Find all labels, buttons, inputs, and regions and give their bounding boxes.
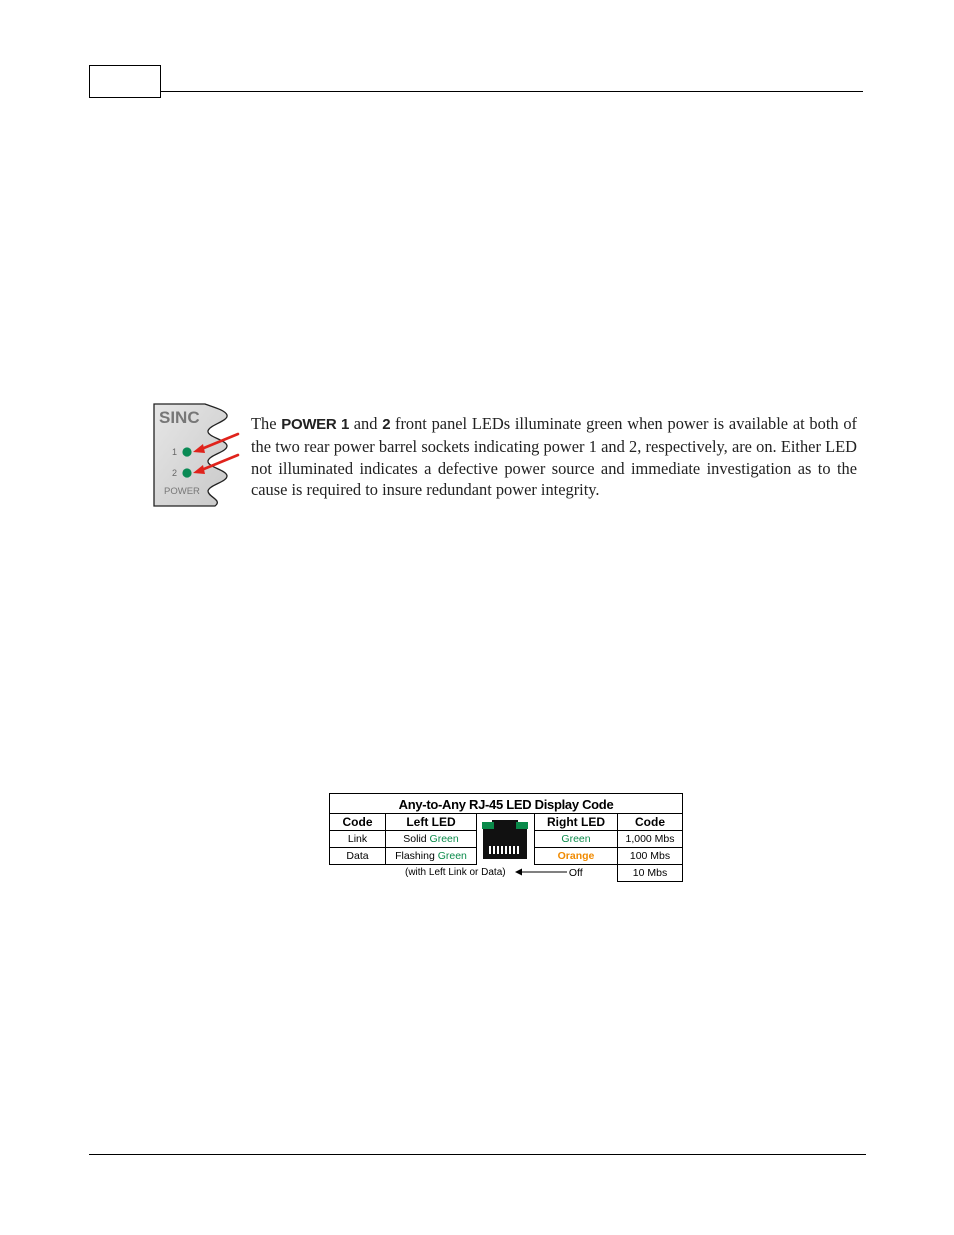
power-2-label: 2	[382, 416, 391, 433]
power-led-1-icon	[182, 447, 191, 456]
arrow-left-icon	[515, 865, 567, 879]
power-led-panel-figure	[153, 403, 243, 507]
panel-caption: POWER	[164, 486, 200, 497]
table-row	[535, 848, 683, 865]
left-row-led: Flashing Green	[386, 848, 477, 865]
rj45-table-title: Any-to-Any RJ-45 LED Display Code	[329, 793, 683, 814]
right-row-code: 100 Mbs	[618, 848, 683, 865]
rj45-led-code-figure	[329, 793, 683, 883]
left-row-led: Solid Green	[386, 831, 477, 848]
page-number-box	[89, 65, 161, 98]
right-header-led: Right LED	[535, 814, 618, 831]
power-text-1: The	[251, 414, 282, 433]
left-header-led: Left LED	[386, 814, 477, 831]
table-row	[535, 831, 683, 848]
left-header-code: Code	[330, 814, 386, 831]
power-led-2-icon	[182, 468, 191, 477]
power-1-label: POWER 1	[281, 416, 349, 433]
power-led-description	[251, 413, 857, 501]
left-led-table	[329, 813, 477, 865]
power-text-3: front panel LEDs illuminate green when power is available at both of the two rear power barrel sockets indicating power 1 and 2, respectively, are on. Either LED not illuminated indicates a defective power source and immediate investigation as to the cause is required to insure redundant power integrity.	[251, 414, 857, 500]
right-row-code: 1,000 Mbs	[618, 831, 683, 848]
led-1-label: 1	[172, 447, 178, 457]
right-row-code: 10 Mbs	[618, 865, 683, 882]
power-text-2: and	[349, 414, 383, 433]
panel-logo: SINC	[159, 408, 200, 427]
rj45-jack-icon	[480, 817, 530, 859]
right-row-led: Off	[535, 865, 618, 882]
right-led-icon	[516, 822, 528, 829]
table-row	[330, 831, 477, 848]
rj45-note: (with Left Link or Data)	[405, 867, 506, 878]
footer-rule	[89, 1154, 866, 1155]
left-row-code: Link	[330, 831, 386, 848]
right-row-led: Green	[535, 831, 618, 848]
left-row-code: Data	[330, 848, 386, 865]
header-rule	[161, 91, 863, 92]
left-led-icon	[482, 822, 494, 829]
right-header-code: Code	[618, 814, 683, 831]
right-row-led: Orange	[535, 848, 618, 865]
table-row	[330, 848, 477, 865]
led-2-label: 2	[172, 468, 178, 478]
